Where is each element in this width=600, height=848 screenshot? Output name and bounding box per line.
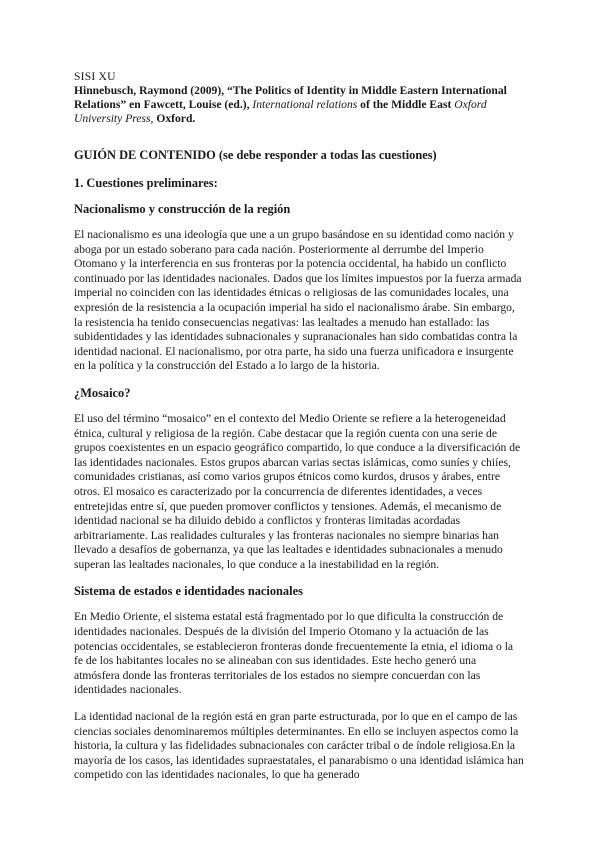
spacer [74,126,524,148]
document-title: GUIÓN DE CONTENIDO (se debe responder a todas las cuestiones) [74,148,437,162]
reference-publisher: Oxford University Press, [74,98,487,125]
author-name: SISI XU [74,70,116,83]
section-heading-mosaico: ¿Mosaico? [74,385,131,400]
section-heading-preliminares: 1. Cuestiones preliminares: [74,176,218,190]
paragraph-sistema-2: La identidad nacional de la región está en gran parte estructurada, por lo que en el campo de las ciencias sociales denominaremos múltiples determinantes. En ello se incluyen aspectos como la historia, la cultura y las fidelidades subnacionales con carácter tribal o de índole religiosa.En la mayoría de los casos, las identidades supraestatales, el panarabismo o una identidad islámica han competido con las identidades nacionales, lo que ha generado [74,710,524,782]
paragraph-mosaico: El uso del término “mosaico” en el contexto del Medio Oriente se refiere a la heterogeneidad étnica, cultural y religiosa de la región. Cabe destacar que la región cuenta con una serie de grupos coexistentes en un espacio geográfico compartido, lo que conduce a la diversificación de las identidades nacionales. Estos grupos abarcan varias sectas islámicas, como suníes y chiíes, comunidades cristianas, así como varios grupos étnicos como kurdos, drusos y árabes, entre otros. El mosaico es caracterizado por la concurrencia de diferentes identidades, a veces entretejidas entre sí, que pueden promover conflictos y tensiones. Además, el mecanismo de identidad nacional se ha diluido debido a conflictos y fronteras limitadas acordadas arbitrariamente. Las realidades culturales y las fronteras nacionales no siempre binarias han llevado a desafíos de gobernanza, ya que las lealtades e identidades subnacionales a menudo superan las lealtades nacionales, lo que conduce a la inestabilidad en la región. [74,411,521,571]
section-heading-sistema: Sistema de estados e identidades nacionales [74,584,303,599]
reference-city: Oxford. [153,112,196,125]
paragraph-nacionalismo: El nacionalismo es una ideología que une a un grupo basándose en su identidad como nación y aboga por un estado soberano para cada nación. Posteriormente al derrumbe del Imperio Otomano y la interferencia en sus fronteras por la potencia occidental, ha habido un conflicto continuado por las identidades nacionales. Dados que los límites impuestos por la fuerza armada imperial no coinciden con las identidades étnicas o religiosas de las comunidades locales, una expresión de la resistencia a la ocupación imperial ha sido el nacionalismo árabe. Sin embargo, la resistencia ha tenido consecuencias negativas: las lealtades a menudo han estallado: las subidentidades y las identidades subnacionales y supranacionales han sido combatidas contra la identidad nacional. El nacionalismo, por otra parte, ha sido una fuerza unificadora e insurgente en la política y la construcción del Estado a lo largo de la historia. [74,228,522,373]
reference-authors-title: Hinnebusch, Raymond (2009), “The Politics of Identity in Middle Eastern International Relations” en Fawcett, Louise (ed.), [74,84,507,111]
reference-book-title: International relations [252,98,358,111]
reference-book-title-cont: of the Middle East [357,98,452,111]
paragraph-sistema-1: En Medio Oriente, el sistema estatal está fragmentado por lo que dificulta la construcción de identidades nacionales. Después de la división del Imperio Otomano y la actuación de las potencias occidentales, se establecieron fronteras donde frecuentemente la etnia, el idioma o la fe de los habitantes locales no se alineaban con sus identidades. Este hecho generó una atmósfera donde las fronteras territoriales de los estados no siempre concuerdan con las identidades nacionales. [74,610,514,697]
bibliographic-reference [74,84,524,126]
section-heading-nacionalismo: Nacionalismo y construcción de la región [74,202,291,216]
